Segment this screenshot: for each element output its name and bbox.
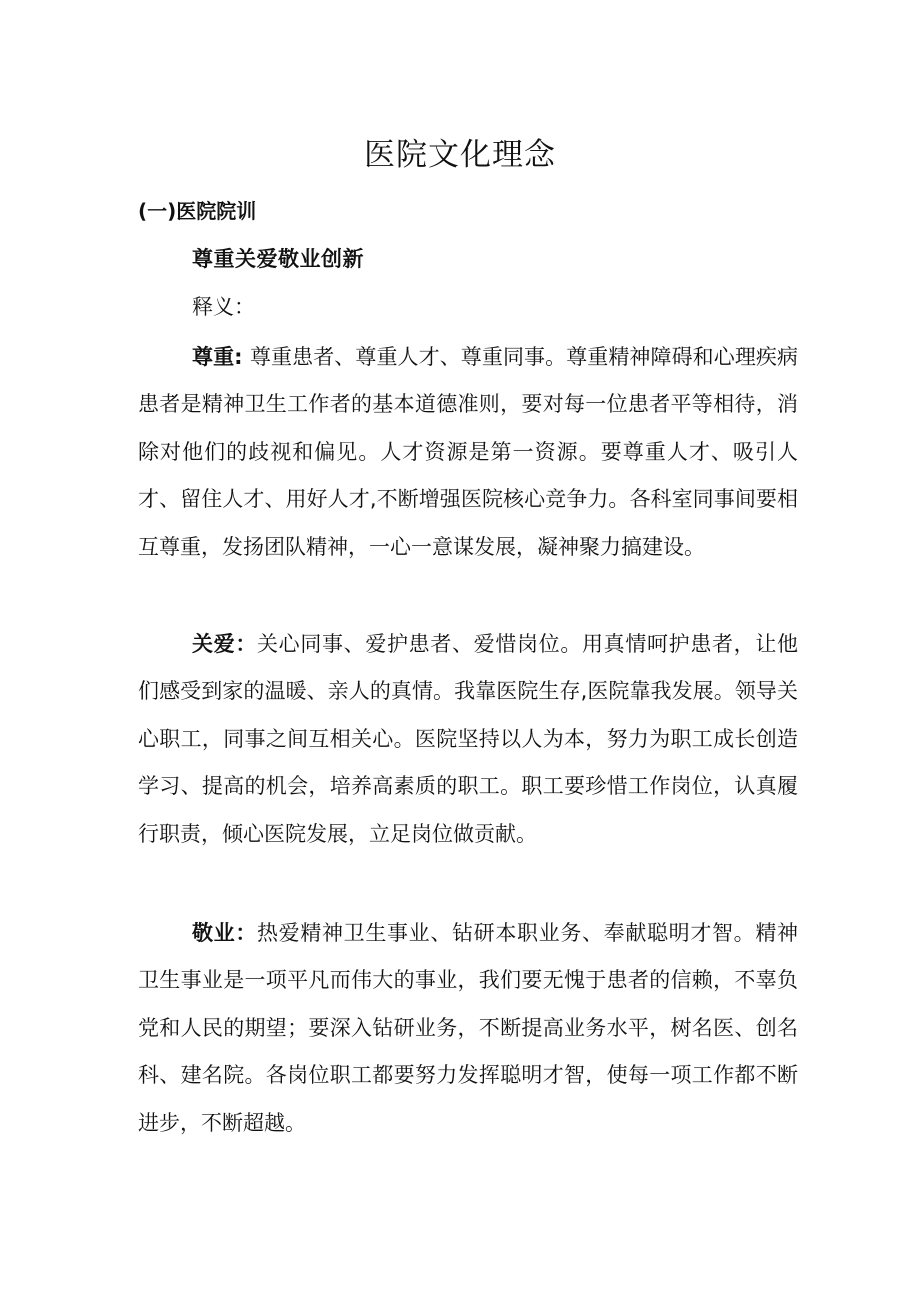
paragraph-text: 热爱精神卫生事业、钻研本职业务、奉献聪明才智。精神卫生事业是一项平凡而伟大的事业，我们要无愧于患者的信赖，不辜负党和人民的期望；要深入钻研业务，不断提高业务水平，树名医、创名科、建名院。各岗位职工都要努力发挥聪明才智，使每一项工作都不断进步，不断超越。 [138, 921, 799, 1135]
term-separator: ： [235, 921, 258, 945]
paragraph-care [138, 621, 798, 858]
term-separator: ： [235, 632, 258, 656]
paragraph-respect [138, 334, 798, 571]
hospital-motto: 尊重关爱敬业创新 [192, 247, 364, 271]
paragraph-dedication [138, 910, 798, 1147]
section-heading: (一)医院院训 [138, 199, 257, 223]
paragraph-text: 尊重患者、尊重人才、尊重同事。尊重精神障碍和心理疾病患者是精神卫生工作者的基本道德准则，要对每一位患者平等相待，消除对他们的歧视和偏见。人才资源是第一资源。要尊重人才、吸引人才、留住人才、用好人才,不断增强医院核心竞争力。各科室同事间要相互尊重，发扬团队精神，一心一意谋发展，凝神聚力搞建设。 [138, 345, 799, 559]
term-separator: : [234, 345, 250, 369]
term-care: 关爱 [192, 632, 236, 656]
term-dedication: 敬业 [192, 921, 236, 945]
paragraph-text: 关心同事、爱护患者、爱惜岗位。用真情呵护患者，让他们感受到家的温暖、亲人的真情。我靠医院生存,医院靠我发展。领导关心职工，同事之间互相关心。医院坚持以人为本，努力为职工成长创造学习、提高的机会，培养高素质的职工。职工要珍惜工作岗位，认真履行职责，倾心医院发展，立足岗位做贡献。 [138, 632, 799, 846]
document-title: 医院文化理念 [364, 137, 556, 173]
term-respect: 尊重 [192, 345, 235, 369]
explanation-label: 释义： [192, 295, 255, 319]
